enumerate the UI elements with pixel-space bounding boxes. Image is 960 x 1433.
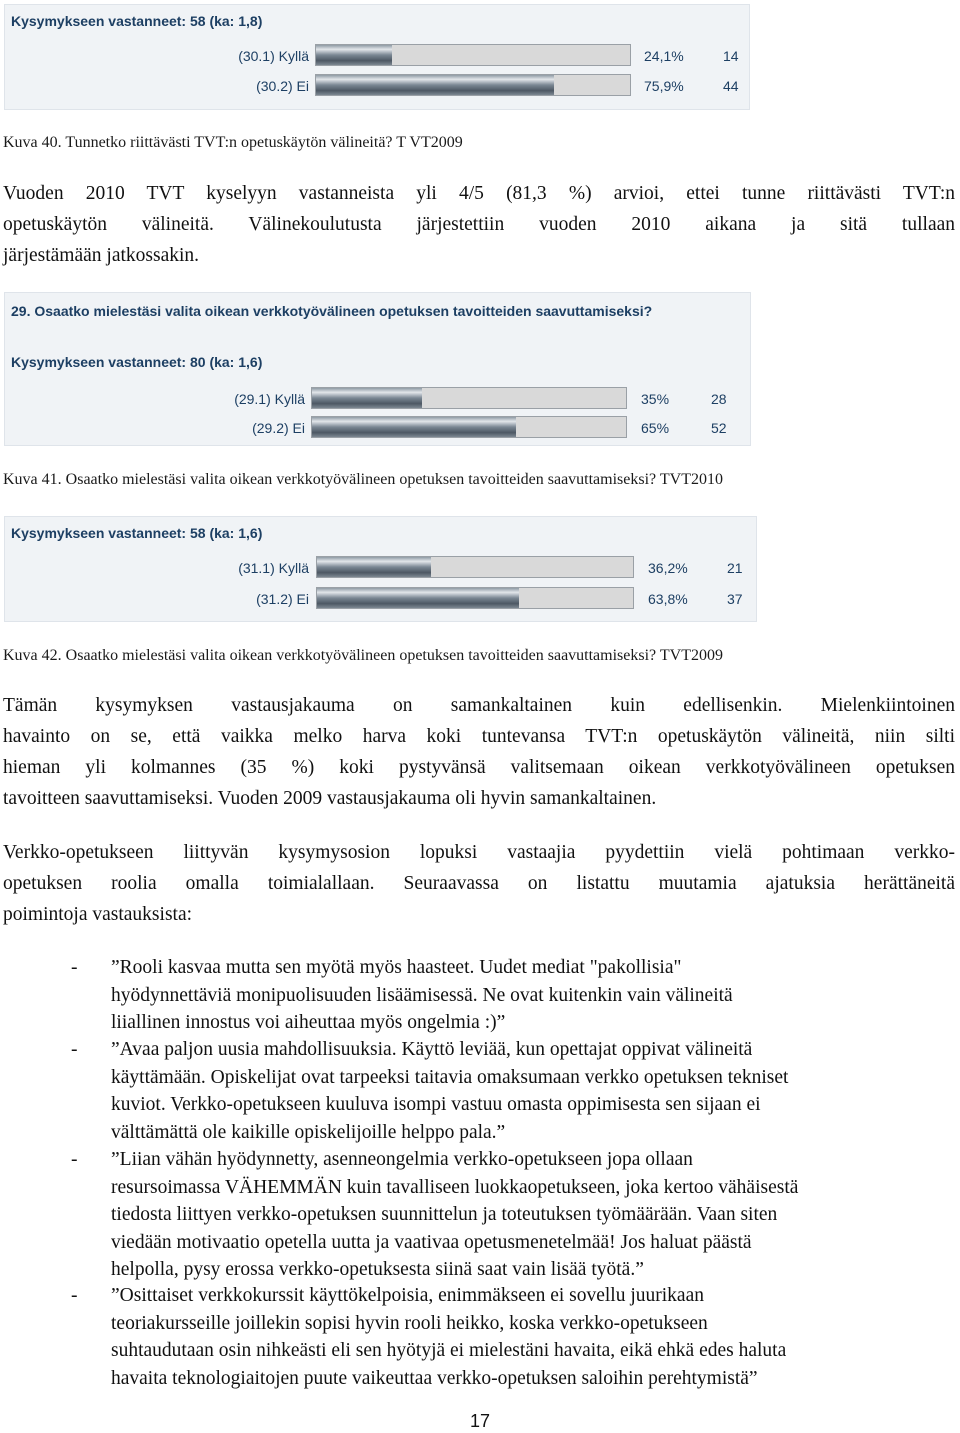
answer-count: 37 — [727, 591, 743, 607]
paragraph-roles — [3, 837, 955, 930]
answer-label: (29.2) Ei — [252, 420, 305, 436]
answer-row-no — [5, 73, 749, 97]
quote-line: suhtaudutaan osin nihkeästi eli sen hyötyjä ei mielestäni havaita, eikä ehkä edes haluta — [111, 1340, 787, 1361]
answer-row-yes — [5, 555, 756, 579]
answer-bar-fill — [316, 75, 554, 95]
figure-caption-kuva40: Kuva 40. Tunnetko riittävästi TVT:n opetuskäytön välineitä? T VT2009 — [3, 134, 463, 151]
answer-label: (31.1) Kyllä — [238, 560, 309, 576]
quote-line: viedään motivaatio opetella uutta ja vaativaa opetusmenetelmää! Jos haluat päästä — [111, 1231, 752, 1253]
text-line: tavoitteen saavuttamiseksi. Vuoden 2009 vastausjakauma oli hyvin samankaltainen. — [3, 788, 657, 809]
quote-line: tiedosta liittyen verkko-opetuksen suunnittelun ja toteutuksen työmäärään. Vaan siten — [111, 1204, 778, 1225]
answer-label: (30.2) Ei — [256, 78, 309, 94]
list-dash: - — [71, 1039, 78, 1060]
quote-item — [3, 1282, 955, 1392]
survey-chart-kuva42 — [4, 516, 757, 622]
answer-percent: 36,2% — [648, 560, 688, 576]
answer-count: 28 — [711, 391, 727, 407]
text-line: poimintoja vastauksista: — [3, 904, 193, 925]
quote-line: ”Avaa paljon uusia mahdollisuuksia. Käyttö leviää, kun opettajat oppivat välineitä — [111, 1039, 753, 1060]
survey-chart-kuva41 — [4, 292, 751, 446]
answer-bar — [311, 387, 627, 409]
quote-line: käyttämään. Opiskelijat ovat tarpeeksi taitavia omaksumaan verkko opetuksen tekniset — [111, 1066, 789, 1088]
list-dash: - — [71, 1285, 78, 1306]
answer-percent: 65% — [641, 420, 670, 436]
text-line: havainto on se, että vaikka melko harva koki tuntevansa TVT:n opetuskäytön välineitä, niin silti — [3, 726, 955, 747]
respondents-label: Kysymykseen vastanneet: 80 (ka: 1,6) — [11, 354, 263, 370]
answer-bar-fill — [316, 45, 392, 65]
respondents-label: Kysymykseen vastanneet: 58 (ka: 1,8) — [11, 13, 263, 29]
text-line: Verkko-opetukseen liittyvän kysymysosion lopuksi vastaajia pyydettiin vielä pohtimaan verkko- — [3, 842, 955, 863]
answer-bar — [315, 44, 631, 66]
answer-count: 14 — [723, 48, 739, 64]
respondents-label: Kysymykseen vastanneet: 58 (ka: 1,6) — [11, 525, 263, 541]
answer-percent: 24,1% — [644, 48, 684, 64]
answer-bar-fill — [317, 557, 431, 577]
text-line: opetuksen roolia omalla toimialallaan. Seuraavassa on listattu muutamia ajatuksia herättäneitä — [3, 873, 955, 894]
answer-bar — [315, 74, 631, 96]
quote-line: välttämättä ole kaikille opiskelijoille helppo pala.” — [111, 1121, 506, 1143]
question-title: 29. Osaatko mielestäsi valita oikean verkkotyövälineen opetuksen tavoitteiden saavuttamiseksi? — [11, 303, 653, 319]
answer-count: 21 — [727, 560, 743, 576]
text-line: Vuoden 2010 TVT kyselyyn vastanneista yli 4/5 (81,3 %) arvioi, ettei tunne riittävästi TVT:n — [3, 183, 955, 204]
answer-count: 44 — [723, 78, 739, 94]
quote-line: teoriakursseille joillekin sopisi hyvin rooli heikko, koska verkko-opetukseen — [111, 1312, 708, 1334]
page-number: 17 — [469, 1411, 491, 1431]
quote-line: helpolla, pysy erossa verkko-opetuksesta siinä saat vain lisää työtä.” — [111, 1259, 644, 1280]
answer-percent: 35% — [641, 391, 670, 407]
paragraph-intro — [3, 178, 955, 271]
list-dash: - — [71, 1149, 78, 1170]
answer-count: 52 — [711, 420, 727, 436]
quote-item — [3, 1036, 955, 1146]
answer-bar — [316, 556, 634, 578]
list-dash: - — [71, 957, 78, 978]
answer-bar — [316, 587, 634, 609]
answer-percent: 63,8% — [648, 591, 688, 607]
answer-row-yes — [5, 386, 750, 410]
answer-row-no — [5, 586, 756, 610]
text-line: Tämän kysymyksen vastausjakauma on samankaltainen kuin edellisenkin. Mielenkiintoinen — [3, 695, 955, 716]
figure-caption-kuva42: Kuva 42. Osaatko mielestäsi valita oikean verkkotyövälineen opetuksen tavoitteiden saavuttamiseksi? TVT2009 — [3, 647, 723, 664]
quote-line: liiallinen innostus voi aiheuttaa myös ongelmia :)” — [111, 1012, 506, 1033]
answer-row-no — [5, 415, 750, 439]
answer-label: (31.2) Ei — [256, 591, 309, 607]
answer-bar-fill — [312, 417, 516, 437]
answer-label: (30.1) Kyllä — [238, 48, 309, 64]
answer-percent: 75,9% — [644, 78, 684, 94]
quote-line: havaita teknologiaitojen puute vaikeuttaa verkko-opetuksen saloihin perehtymistä” — [111, 1367, 758, 1389]
answer-bar-fill — [317, 588, 519, 608]
quote-line: ”Liian vähän hyödynnetty, asenneongelmia verkko-opetukseen jopa ollaan — [111, 1149, 693, 1170]
quote-line: ”Rooli kasvaa mutta sen myötä myös haasteet. Uudet mediat "pakollisia" — [111, 957, 682, 978]
quote-line: resursoimassa VÄHEMMÄN kuin tavalliseen luokkaopetukseen, joka kertoo vähäisestä — [111, 1176, 799, 1198]
survey-chart-kuva40 — [4, 4, 750, 110]
figure-caption-kuva41: Kuva 41. Osaatko mielestäsi valita oikean verkkotyövälineen opetuksen tavoitteiden saavuttamiseksi? TVT2010 — [3, 471, 723, 488]
paragraph-analysis — [3, 690, 955, 814]
answer-bar — [311, 416, 627, 438]
quote-line: ”Osittaiset verkkokurssit käyttökelpoisia, enimmäkseen ei sovellu juurikaan — [111, 1285, 704, 1306]
text-line: järjestämään jatkossakin. — [3, 245, 200, 266]
quote-line: hyödynnettäviä monipuolisuuden lisäämisessä. Ne ovat kuitenkin vain välineitä — [111, 984, 733, 1006]
answer-bar-fill — [312, 388, 422, 408]
answer-row-yes — [5, 43, 749, 67]
quote-item — [3, 954, 955, 1037]
quote-item — [3, 1146, 955, 1284]
text-line: opetuskäytön välineitä. Välinekoulutusta järjestettiin vuoden 2010 aikana ja sitä tullaan — [3, 214, 955, 235]
answer-label: (29.1) Kyllä — [234, 391, 305, 407]
quote-line: kuviot. Verkko-opetukseen kuuluva isompi vastuu omasta oppimisesta sen sijaan ei — [111, 1094, 761, 1115]
text-line: hieman yli kolmannes (35 %) koki pystyvänsä valitsemaan oikean verkkotyövälineen opetuksen — [3, 757, 955, 778]
